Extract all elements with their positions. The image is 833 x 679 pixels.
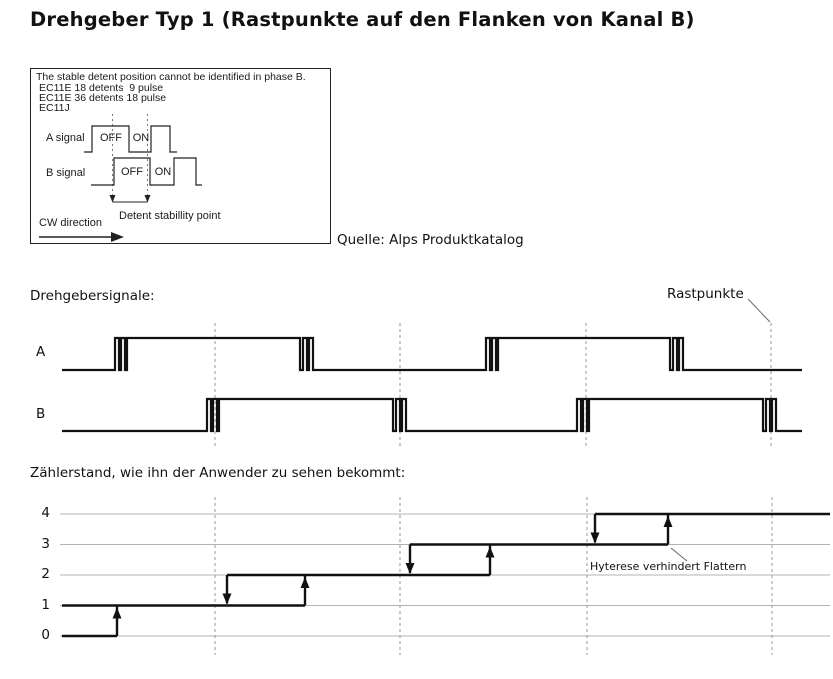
- encoder-signals-chart: [0, 280, 833, 470]
- y-tick-label: 2: [41, 566, 50, 582]
- rastpunkte-label: Rastpunkte: [667, 286, 744, 302]
- bracket-arrowhead-icon: [110, 195, 116, 203]
- a-on-label: ON: [132, 132, 150, 144]
- channel-a-label: A: [36, 344, 46, 360]
- up-arrowhead-icon: [664, 516, 673, 527]
- up-arrowhead-icon: [486, 547, 495, 558]
- channel-b-waveform: [62, 399, 802, 431]
- bracket-arrowhead-icon: [145, 195, 151, 203]
- page-title: Drehgeber Typ 1 (Rastpunkte auf den Flanken von Kanal B): [30, 8, 695, 31]
- b-off-label: OFF: [121, 166, 143, 178]
- alps-box-line3: EC11E 36 detents 18 pulse: [39, 92, 167, 104]
- y-tick-label: 1: [41, 596, 50, 613]
- channel-a-waveform: [62, 338, 802, 370]
- y-tick-label: 3: [41, 535, 50, 552]
- down-arrowhead-icon: [591, 533, 600, 544]
- a-signal-label: A signal: [46, 132, 85, 144]
- rastpunkte-leader-line: [748, 299, 770, 322]
- down-arrowhead-icon: [223, 594, 232, 605]
- up-arrowhead-icon: [301, 577, 310, 588]
- cw-arrowhead-icon: [111, 232, 124, 242]
- alps-box-line4: EC11J: [39, 102, 70, 114]
- up-arrowhead-icon: [113, 608, 122, 619]
- alps-box-line1: The stable detent position cannot be identified in phase B.: [36, 71, 306, 83]
- b-signal-waveform: [91, 158, 202, 185]
- b-signal-label: B signal: [46, 167, 86, 179]
- b-on-label: ON: [154, 166, 172, 178]
- signals-heading: Drehgebersignale:: [30, 288, 155, 304]
- hysteresis-note: Hyterese verhindert Flattern: [590, 560, 747, 573]
- alps-catalog-box: [30, 68, 331, 244]
- alps-box-line2: EC11E 18 detents 9 pulse: [39, 82, 164, 94]
- cw-direction-label: CW direction: [39, 217, 102, 229]
- counter-heading: Zählerstand, wie ihn der Anwender zu sehen bekommt:: [30, 465, 406, 481]
- source-note: Quelle: Alps Produktkatalog: [337, 232, 524, 248]
- channel-b-label: B: [36, 406, 46, 422]
- detent-point-label: Detent stabillity point: [119, 210, 221, 222]
- a-off-label: OFF: [100, 132, 122, 144]
- y-tick-label: 4: [41, 505, 50, 521]
- counter-staircase-chart: [0, 490, 833, 679]
- y-tick-label: 0: [41, 627, 50, 643]
- down-arrowhead-icon: [406, 563, 415, 574]
